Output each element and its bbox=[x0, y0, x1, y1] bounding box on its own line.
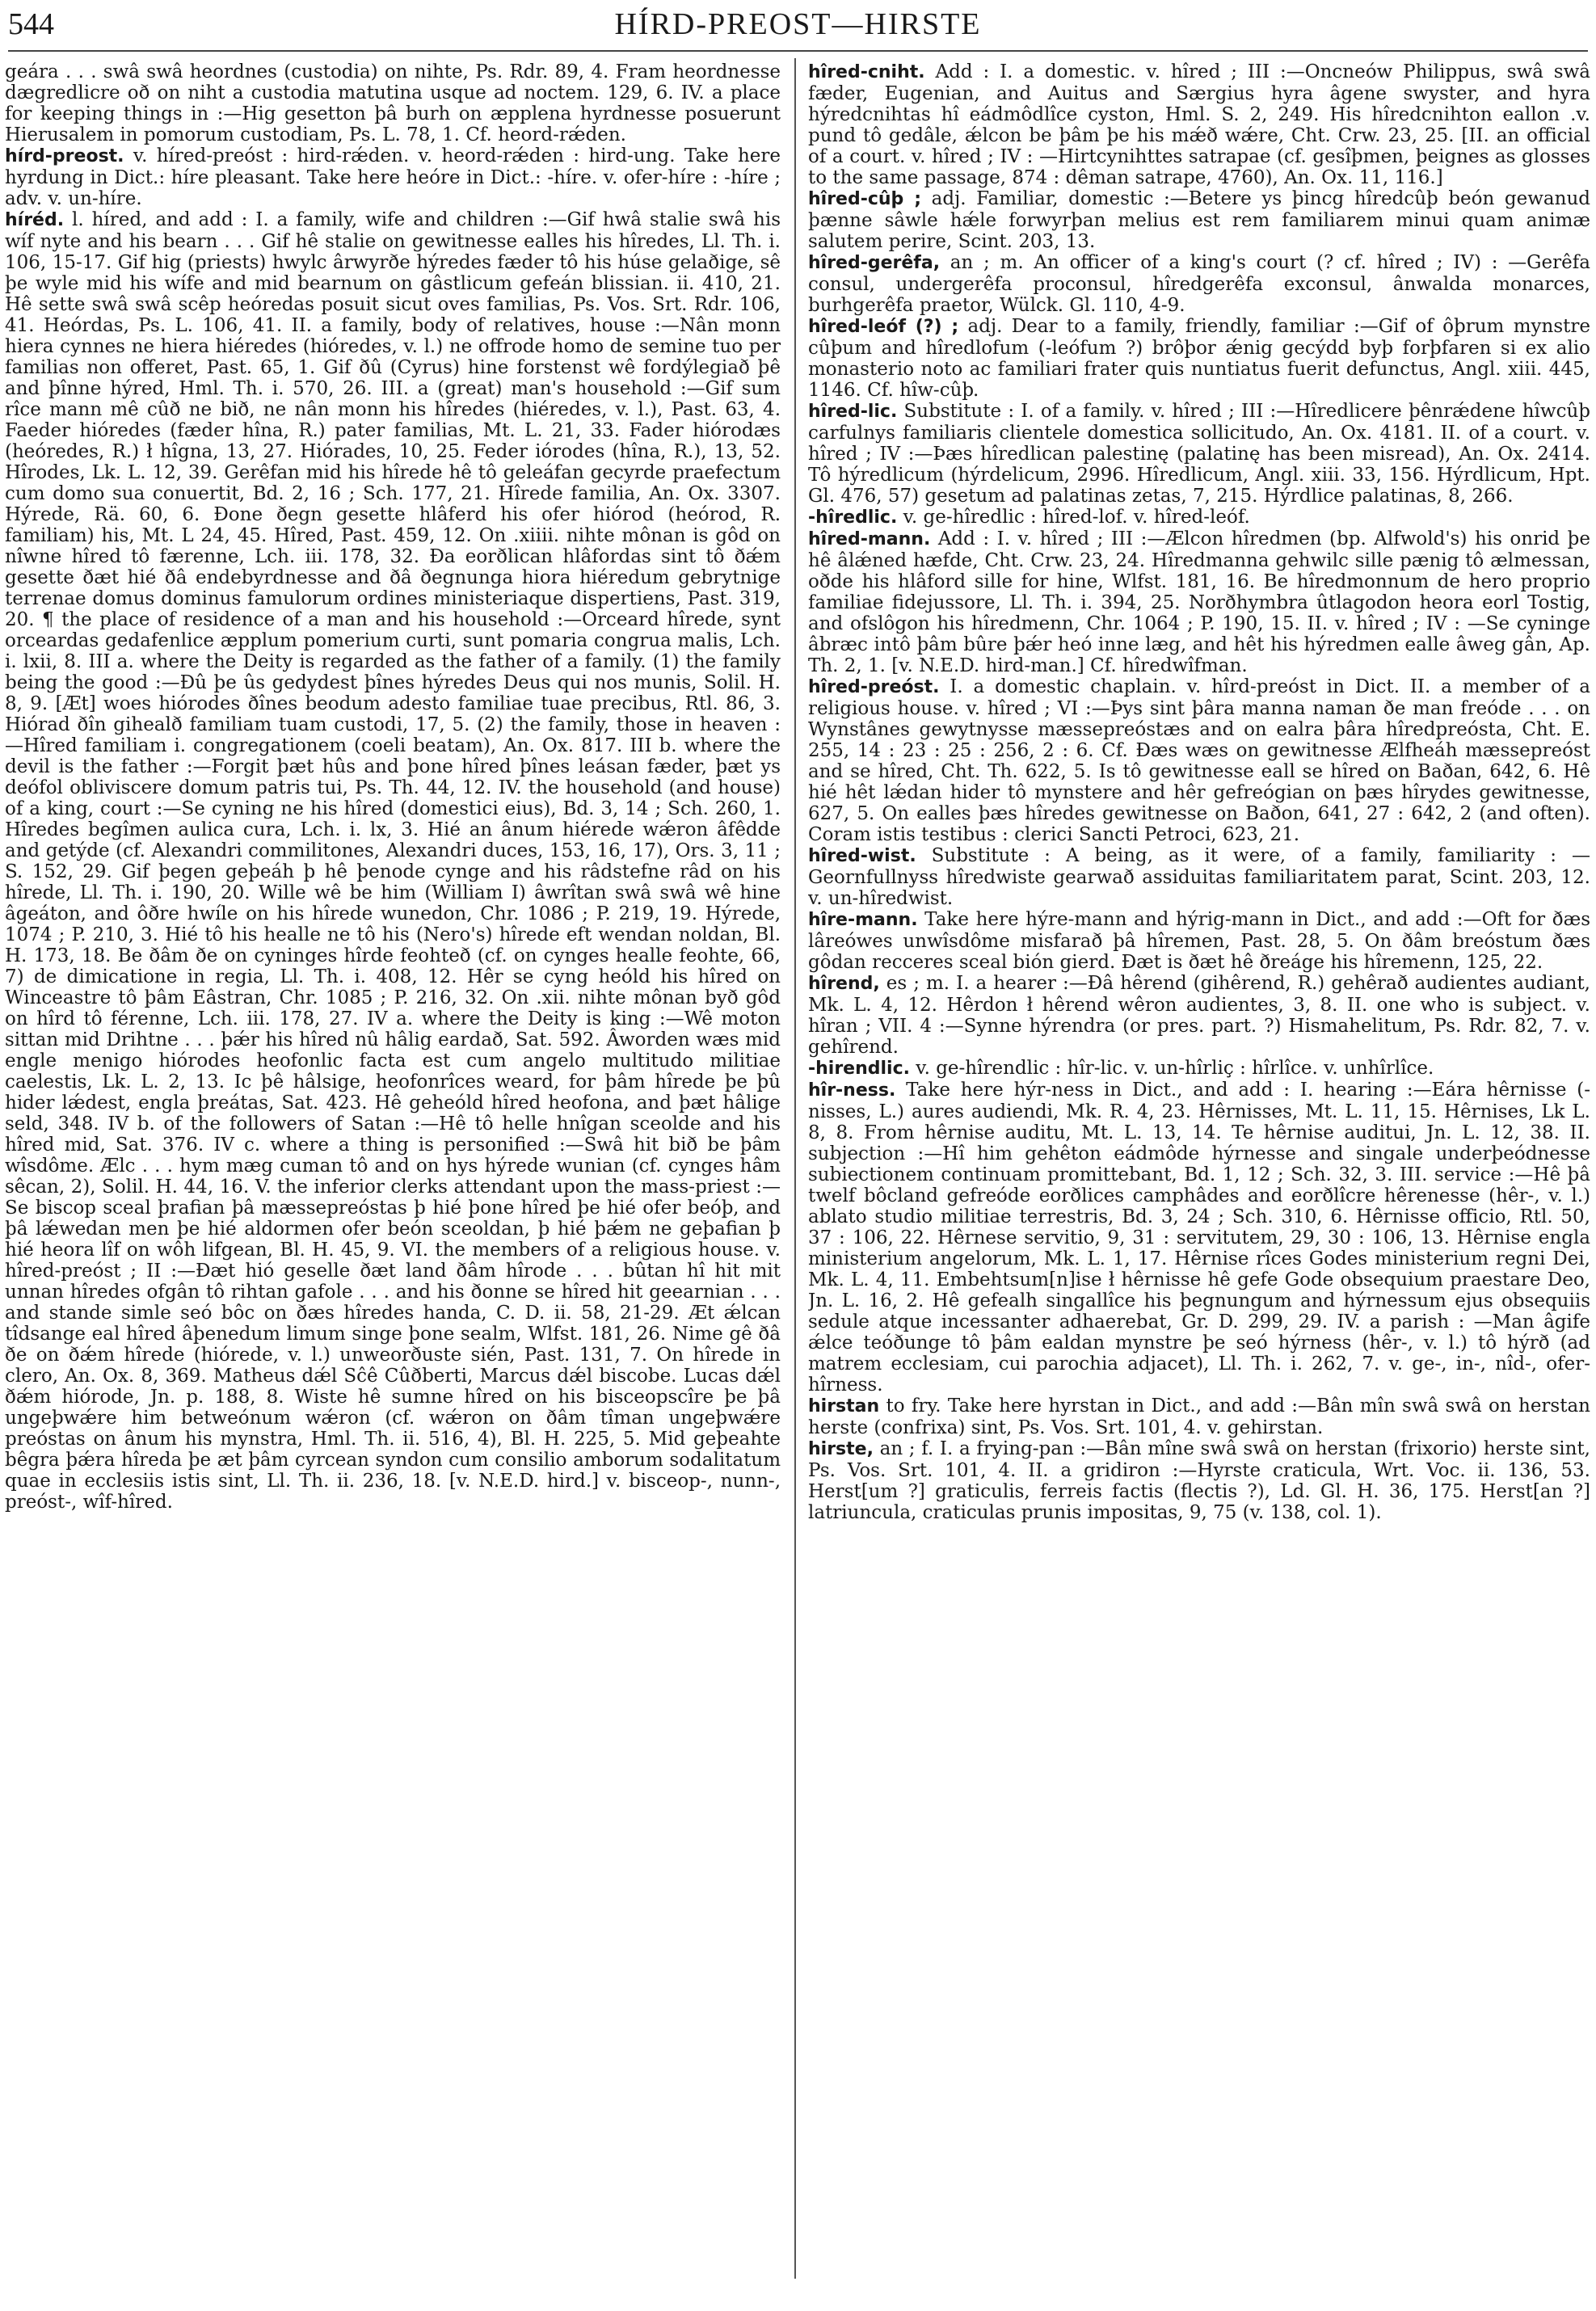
entry-headword: híréd. bbox=[5, 210, 65, 230]
entry-text: v. ge-hîrendlic : hîr-lic. v. un-hîrliç : hîrlîce. v. unhîrlîce. bbox=[910, 1058, 1434, 1079]
dictionary-entry bbox=[808, 973, 1590, 1058]
entry-headword: hîr-ness. bbox=[808, 1080, 896, 1101]
header-rule bbox=[8, 50, 1588, 52]
dictionary-entry bbox=[808, 1080, 1590, 1395]
entry-text: Add : I. a domestic. v. hîred ; III :—Oncneów Philippus, swâ swâ fæder, Eugenian, and Auitus and Særgius hyra âgene swyster, and hyra hýredcnihtas hî eádmôdlîce cyston, Hml. S. 2, 249. His hîredcnihton eallon .v. pund tô gedâle, ǽlcon be þâm þe his mǽð wǽre, Cht. Crw. 23, 25. [II. an official of a court. v. hîred ; IV : —Hirtcynihttes satrapae (cf. gesîþmen, þeignes as glosses to the same passage, 874 : dêman satrape, 4760), An. Ox. 11, 116.] bbox=[808, 61, 1590, 188]
dictionary-entry bbox=[808, 401, 1590, 507]
entry-headword: hîred-gerêfa, bbox=[808, 253, 941, 273]
entry-text: v. ge-hîredlic : hîred-lof. v. hîred-leóf. bbox=[897, 507, 1250, 528]
entry-headword: hîred-cniht. bbox=[808, 62, 925, 82]
dictionary-entry bbox=[808, 1058, 1590, 1080]
entry-text: adj. Familiar, domestic :—Betere ys þincg hîredcûþ beón gewanud þænne sâwle hǽle forwyrþan melius est rem familiarem minui quam animæ salutem perire, Scint. 203, 13. bbox=[808, 188, 1590, 252]
dictionary-entry bbox=[808, 316, 1590, 401]
dictionary-entry bbox=[5, 145, 781, 209]
entry-headword: hîrend, bbox=[808, 974, 880, 994]
dictionary-entry bbox=[808, 528, 1590, 676]
entry-text: geára . . . swâ swâ heordnes (custodia) on nihte, Ps. Rdr. 89, 4. Fram heordnesse dægredlicre oð on niht a custodia matutina usque ad noctem. 129, 6. IV. a place for keeping things in :—Hig gesetton þâ burh on æpplena hyrdnesse posuerunt Hierusalem in pomorum custodiam, Ps. L. 78, 1. Cf. heord-rǽden. bbox=[5, 61, 781, 145]
dictionary-entry bbox=[808, 909, 1590, 973]
dictionary-entry bbox=[808, 1438, 1590, 1523]
running-head: HÍRD-PREOST—HIRSTE bbox=[614, 7, 982, 41]
entry-headword: -hîredlic. bbox=[808, 507, 898, 528]
dictionary-entry bbox=[5, 61, 781, 145]
entry-headword: hírd-preost. bbox=[5, 146, 124, 166]
dictionary-entry bbox=[808, 61, 1590, 188]
right-column bbox=[808, 61, 1590, 2287]
dictionary-entry bbox=[808, 252, 1590, 316]
entry-headword: hîred-leóf (?) ; bbox=[808, 317, 959, 337]
entry-text: Substitute : I. of a family. v. hîred ; III :—Hîredlicere þênrǽdene hîwcûþ carfulnys familiaris clientele domestica sollicitudo, An. Ox. 4181. II. of a court. v. hîred ; IV :—Þæs hîredlican palestinę (palatinę has been misread), An. Ox. 2414. Tô hýredlicum (hýrdelicum, 2996. Hîredlicum, Angl. xiii. 33, 156. Hýrdlicum, Hpt. Gl. 476, 57) gesetum ad palatinas zetas, 7, 215. Hýrdlice palatinas, 8, 266. bbox=[808, 401, 1590, 507]
entry-text: Add : I. v. hîred ; III :—Ælcon hîredmen (bp. Alfwold's) his onrid þe hê âlǽned hæfde, Cht. Crw. 23, 24. Hîredmanna gehwilc sille pænig tô ælmessan, oðde his hlâford sille for hine, Wlfst. 181, 16. Be hîredmonnum de hero proprio familiae fidejussore, Ll. Th. i. 394, 25. Norðhymbra ûtlagodon heora eorl Tostig, and ofslôgon his hîredmenn, Chr. 1064 ; P. 190, 15. II. v. hîred ; IV : —Se cyninge âbræc intô þâm bûre þǽr heó inne læg, and hêt his hýredmen ealle âweg gân, Ap. Th. 2, 1. [v. N.E.D. hird-man.] Cf. hîredwîfman. bbox=[808, 528, 1590, 676]
entry-headword: hîred-mann. bbox=[808, 529, 931, 549]
entry-text: adj. Dear to a family, friendly, familiar :—Gif of ôþrum mynstre cûþum and hîredlofum (-leófum ?) brôþor ǽnig gecýdd byþ forþfaren si ex alio monasterio noto ac familiari frater quis nuntiatus fuerit defunctus, Angl. xiii. 445, 1146. Cf. hîw-cûþ. bbox=[808, 316, 1590, 401]
dictionary-entry bbox=[808, 507, 1590, 528]
dictionary-entry bbox=[808, 188, 1590, 252]
entry-text: Take here hýr-ness in Dict., and add : I. hearing :—Eára hêrnisse (-nisses, L.) aures audiendi, Mk. R. 4, 23. Hêrnisses, Mt. L. 11, 15. Hêrnises, Lk L. 8, 8. From hêrnise auditu, Mt. L. 13, 14. Te hêrnise auditui, Jn. L. 12, 38. II. subjection :—Hî him gehêton eádmôde hýrnesse and singale underþeódnesse subiectionem continuam promittebant, Bd. 1, 12 ; Sch. 32, 3. III. service :—Hê þâ twelf bôcland gefreóde eorðlices camphâdes and eorðlîcre hêrenesse (hêr-, v. l.) ablato studio militiae terrestris, Bd. 3, 24 ; Sch. 310, 6. Hêrnisse officio, Rtl. 50, 37 : 106, 22. Hêrnese servitio, 9, 31 : servitutem, 29, 30 : 106, 13. Hêrnise engla ministerium angelorum, Mk. L. 1, 17. Hêrnise rîces Godes ministerium regni Dei, Mk. L. 4, 11. Embehtsum[n]ise ł hêrnisse hê gefe Gode obsequium praestare Deo, Jn. L. 16, 2. Hê gefealh singallîce his þegnungum and hýrnessum ejus obsequiis sedule atque incessanter adhaerebat, Gr. D. 299, 29. IV. a parish : —Man âgife ǽlce teóðunge tô þâm ealdan mynstre þe seó hýrness (hêr-, v. l.) tô hýrð (ad matrem ecclesiam, cui parochia adjacet), Ll. Th. i. 262, 7. v. ge-, in-, nîd-, ofer-hîrness. bbox=[808, 1080, 1590, 1395]
entry-text: an ; f. I. a frying-pan :—Bân mîne swâ swâ on herstan (frixorio) herste sint, Ps. Vos. Srt. 101, 4. II. a gridiron :—Hyrste craticula, Wrt. Voc. ii. 136, 53. Herst[um ?] graticulis, ferreis factis (flectis ?), Ld. Gl. H. 36, 175. Herst[an ?] latriuncula, craticulas prunis impositas, 9, 75 (v. 138, col. 1). bbox=[808, 1438, 1590, 1523]
entry-headword: hîred-cûþ ; bbox=[808, 189, 922, 209]
left-column bbox=[5, 61, 781, 2287]
dictionary-entry bbox=[5, 209, 781, 1513]
entry-text: Substitute : A being, as it were, of a family, familiarity : —Geornfullnyss hîredwiste gearwað assiduitas familiaritatem parat, Scint. 203, 12. v. un-hîredwist. bbox=[808, 845, 1590, 909]
entry-headword: hîred-lic. bbox=[808, 402, 898, 422]
entry-text: to fry. Take here hyrstan in Dict., and add :—Bân mîn swâ swâ on herstan herste (confrixa) sint, Ps. Vos. Srt. 101, 4. v. gehirstan. bbox=[808, 1395, 1590, 1438]
entry-headword: hirstan bbox=[808, 1396, 880, 1416]
entry-text: es ; m. I. a hearer :—Ðâ hêrend (gihêrend, R.) gehêrað audientes audiant, Mk. L. 4, 12. Hêrdon ł hêrend wêron audientes, 3, 8. II. one who is subject. v. hîran ; VII. 4 :—Synne hýrendra (or pres. part. ?) Hismahelitum, Ps. Rdr. 82, 7. v. gehîrend. bbox=[808, 973, 1590, 1058]
entry-headword: hîred-preóst. bbox=[808, 677, 940, 697]
column-divider bbox=[794, 58, 796, 2279]
entry-text: Take here hýre-mann and hýrig-mann in Dict., and add :—Oft for ðæs lâreówes unwîsdôme misfarað þâ hîremen, Past. 28, 5. On ðâm breóstum ðæs gôdan recceres sceal bión gierd. Ðæt is ðæt hê ðreáge his hîremenn, 125, 22. bbox=[808, 909, 1590, 973]
entry-text: I. a domestic chaplain. v. hîrd-preóst in Dict. II. a member of a religious house. v. hîred ; VI :—Þys sint þâra manna naman ðe man freóde . . . on Wynstânes gewytnysse mæssepreóstæs and on ealra þâra hîredpreósta, Cht. E. 255, 14 : 23 : 25 : 256, 2 : 6. Cf. Ðæs wæs on gewitnesse Ælfheáh mæssepreóst and se hîred, Cht. Th. 622, 5. Is tô gewitnesse eall se hîred on Baðan, 642, 6. Hê hié hêt lǽdan hider tô mynstere and hêr gefreógian on þæs hîrydes gewitnesse, 627, 5. On ealles þæs hîredes gewitnesse on Baðon, 641, 27 : 642, 2 (and often). Coram istis testibus : clerici Sancti Petroci, 623, 21. bbox=[808, 676, 1590, 845]
entry-headword: -hirendlic. bbox=[808, 1059, 910, 1079]
dictionary-entry bbox=[808, 1395, 1590, 1438]
entry-text: l. híred, and add : I. a family, wife and children :—Gif hwâ stalie swâ his wíf nyte and his bearn . . . Gif hê stalie on gewitnesse ealles his hîredes, Ll. Th. i. 106, 15-17. Gif hig (priests) hwylc ârwyrðe hýredes fæder tô his húse gelaðige, sê þe wyle mid his wífe and mid bearnum on gâstlicum gefeán blissian. ii. 410, 21. Hê sette swâ swâ scêp heóredas posuit sicut oves familias, Ps. Vos. Srt. Rdr. 106, 41. Heórdas, Ps. L. 106, 41. II. a family, body of relatives, house :—Nân monn hiera cynnes ne hiera hiéredes (hióredes, v. l.) ne offrode homo de semine tuo per familias non offeret, Past. 65, 1. Gif ðû (Cyrus) hine forstenst wê fordýlegiað þê and þînne hýred, Hml. Th. i. 570, 26. III. a (great) man's household :—Gif sum rîce mann mê cûð ne bið, ne nân monn his hîredes (hiéredes, v. l.), Past. 63, 4. Faeder hióredes (fæder hîna, R.) pater familias, Mt. L. 21, 33. Fader hiórodæs (heóredes, R.) ł hîgna, 13, 27. Hiórades, 10, 25. Feder iórodes (hîna, R.), 13, 52. Hîrodes, Lk. L. 12, 39. Gerêfan mid his hîrede hê tô geleáfan gecyrde praefectum cum domo sua conuertit, Bd. 2, 16 ; Sch. 177, 21. Hîrede familia, An. Ox. 3307. Hýrede, Rä. 60, 6. Ðone ðegn gesette hlâferd his ofer hiórod (heórod, R. familiam) his, Mt. L 24, 45. Hîred, Past. 459, 12. On .xiiii. nihte mônan is gôd on nîwne hîred tô færenne, Lch. iii. 178, 32. Ða eorðlican hlâfordas sint tô ðǽm gesette ðæt hié ðâ endebyrdnesse and ðâ ðegnunga hiora hiéredum gebrytnige terrenae domus dominus famulorum ordines ministeriaque dispertiens, Past. 319, 20. ¶ the place of residence of a man and his household :—Orceard hîrede, synt orceardas gedafenlice æpplum pomerium curti, sunt pomaria congrua malis, Lch. i. lxii, 8. III a. where the Deity is regarded as the father of a family. (1) the family being the good :—Ðû þe ûs gedydest þînes hýredes Deus qui nos munis, Solil. H. 8, 9. [Æt] woes hiórodes ðînes beodum adesto familiae tuae precibus, Rtl. 86, 3. Hiórad ðîn gihealð familiam tuam custodi, 17, 5. (2) the family, those in heaven :—Hîred familiam i. congregationem (coeli beatam), An. Ox. 817. III b. where the devil is the father :—Forgit þæt hûs and þone hîred þînes leásan fæder, þæt ys deófol obliviscere domum patris tui, Ps. Th. 44, 12. IV. the household (and house) of a king, court :—Se cyning ne his hîred (domestici eius), Bd. 3, 14 ; Sch. 260, 1. Hîredes begîmen aulica cura, Lch. i. lx, 3. Hié an ânum hiérede wǽron âfêdde and getýde (cf. Alexandri commilitones, Alexandri duces, 153, 16, 17), Ors. 3, 11 ; S. 152, 29. Gif þegen geþeáh þ hê þenode cynge and his râdstefne râd on his hîrede, Ll. Th. i. 190, 20. Wille wê be him (William I) âwrîtan swâ swâ wê hine âgeáton, and ôðre hwíle on his hîrede wunedon, Chr. 1086 ; P. 219, 19. Hýrede, 1074 ; P. 210, 3. Hié tô his healle ne tô his (Nero's) hîrede eft wendan noldan, Bl. H. 173, 18. Be ðâm ðe on cyninges hîrde feohteð (cf. on cynges healle feohte, 66, 7) de dimicatione in regia, Ll. Th. i. 408, 12. Hêr se cyng heóld his hîred on Winceastre tô þâm Eâstran, Chr. 1085 ; P. 216, 32. On .xii. nihte mônan byð gôd on hîrd tô férenne, Lch. iii. 178, 27. IV a. where the Deity is king :—Wê moton sittan mid Drihtne . . . þǽr his hîred nû hâlig eardað, Sat. 592. Âworden wæs mid engle menigo hiórodes heofonlic facta est cum angelo multitudo militiae caelestis, Lk. L. 2, 13. Ic þê hâlsige, heofonrîces weard, for þâm hîrede þe þû hider lǽdest, engla þreátas, Sat. 423. Hê geheóld hîred heofona, and þæt hâlige seld, 348. IV b. of the followers of Satan :—Hê tô helle hnîgan sceolde and his hîred mid, Sat. 376. IV c. where a thing is personified :—Swâ hit bið be þâm wîsdôme. Ælc . . . hym mæg cuman tô and on hys hýrede wunian (cf. cynges hâm sêcan, 2), Solil. H. 44, 16. V. the inferior clerks attendant upon the mass-priest :—Se biscop sceal þrafian þâ mæssepreóstas þ hié þone hîred þe hié ofer beóþ, and þâ lǽwedan men þe hié aldormen ofer beón sceoldan, þ hié þǽm ne geþafian þ hié heora lîf on wôh lifgean, Bl. H. 45, 9. VI. the members of a religious house. v. hîred-preóst ; II :—Ðæt hió geselle ðæt land ðâm hîrode . . . bûtan hî hit mit unnan hîredes ofgân tô rihtan gafole . . . and his ðonne se hîred hit geearnian . . . and stande simle seó bôc on ðæs hîredes handa, C. D. ii. 58, 21-29. Æt ǽlcan tîdsange eal hîred âþenedum limum singe þone sealm, Wlfst. 181, 26. Nime gê ðâ ðe on ðǽm hîrede (hiórede, v. l.) unweorðuste sién, Past. 131, 7. On hîrede in clero, An. Ox. 8, 369. Matheus dǽl Sĉê Cûðberti, Marcus dǽl biscobe. Lucas dǽl ðǽm hiórode, Jn. p. 188, 8. Wiste hê sumne hîred on his bisceopscîre þe þâ ungeþwǽre him betweónum wǽron (cf. wǽron on ðâm tîman ungeþwǽre preóstas on ânum his mynstra, Hml. Th. ii. 516, 4), Bl. H. 225, 5. Mid geþeahte bêgra þǽra hîreda þe æt þâm cyrcean syndon cum consilio amborum sodalitatum quae in ecclesiis istis sint, Ll. Th. ii. 236, 18. [v. N.E.D. hird.] v. bisceop-, nunn-, preóst-, wîf-hîred. bbox=[5, 209, 781, 1513]
dictionary-entry bbox=[808, 845, 1590, 909]
page-header bbox=[0, 0, 1596, 65]
entry-headword: hirste, bbox=[808, 1439, 874, 1459]
entry-text: v. híred-preóst : hird-rǽden. v. heord-rǽden : hird-ung. Take here hyrdung in Dict.: híre pleasant. Take here heóre in Dict.: -híre. v. ofer-híre : -híre ; adv. v. un-híre. bbox=[5, 145, 781, 209]
page-number: 544 bbox=[8, 7, 54, 41]
entry-headword: hîred-wist. bbox=[808, 846, 916, 866]
entry-text: an ; m. An officer of a king's court (? cf. hîred ; IV) : —Gerêfa consul, undergerêfa proconsul, hîredgerêfa exconsul, ânwalda monarces, burhgerêfa praetor, Wülck. Gl. 110, 4-9. bbox=[808, 252, 1590, 316]
entry-headword: hîre-mann. bbox=[808, 910, 918, 930]
dictionary-entry bbox=[808, 676, 1590, 845]
